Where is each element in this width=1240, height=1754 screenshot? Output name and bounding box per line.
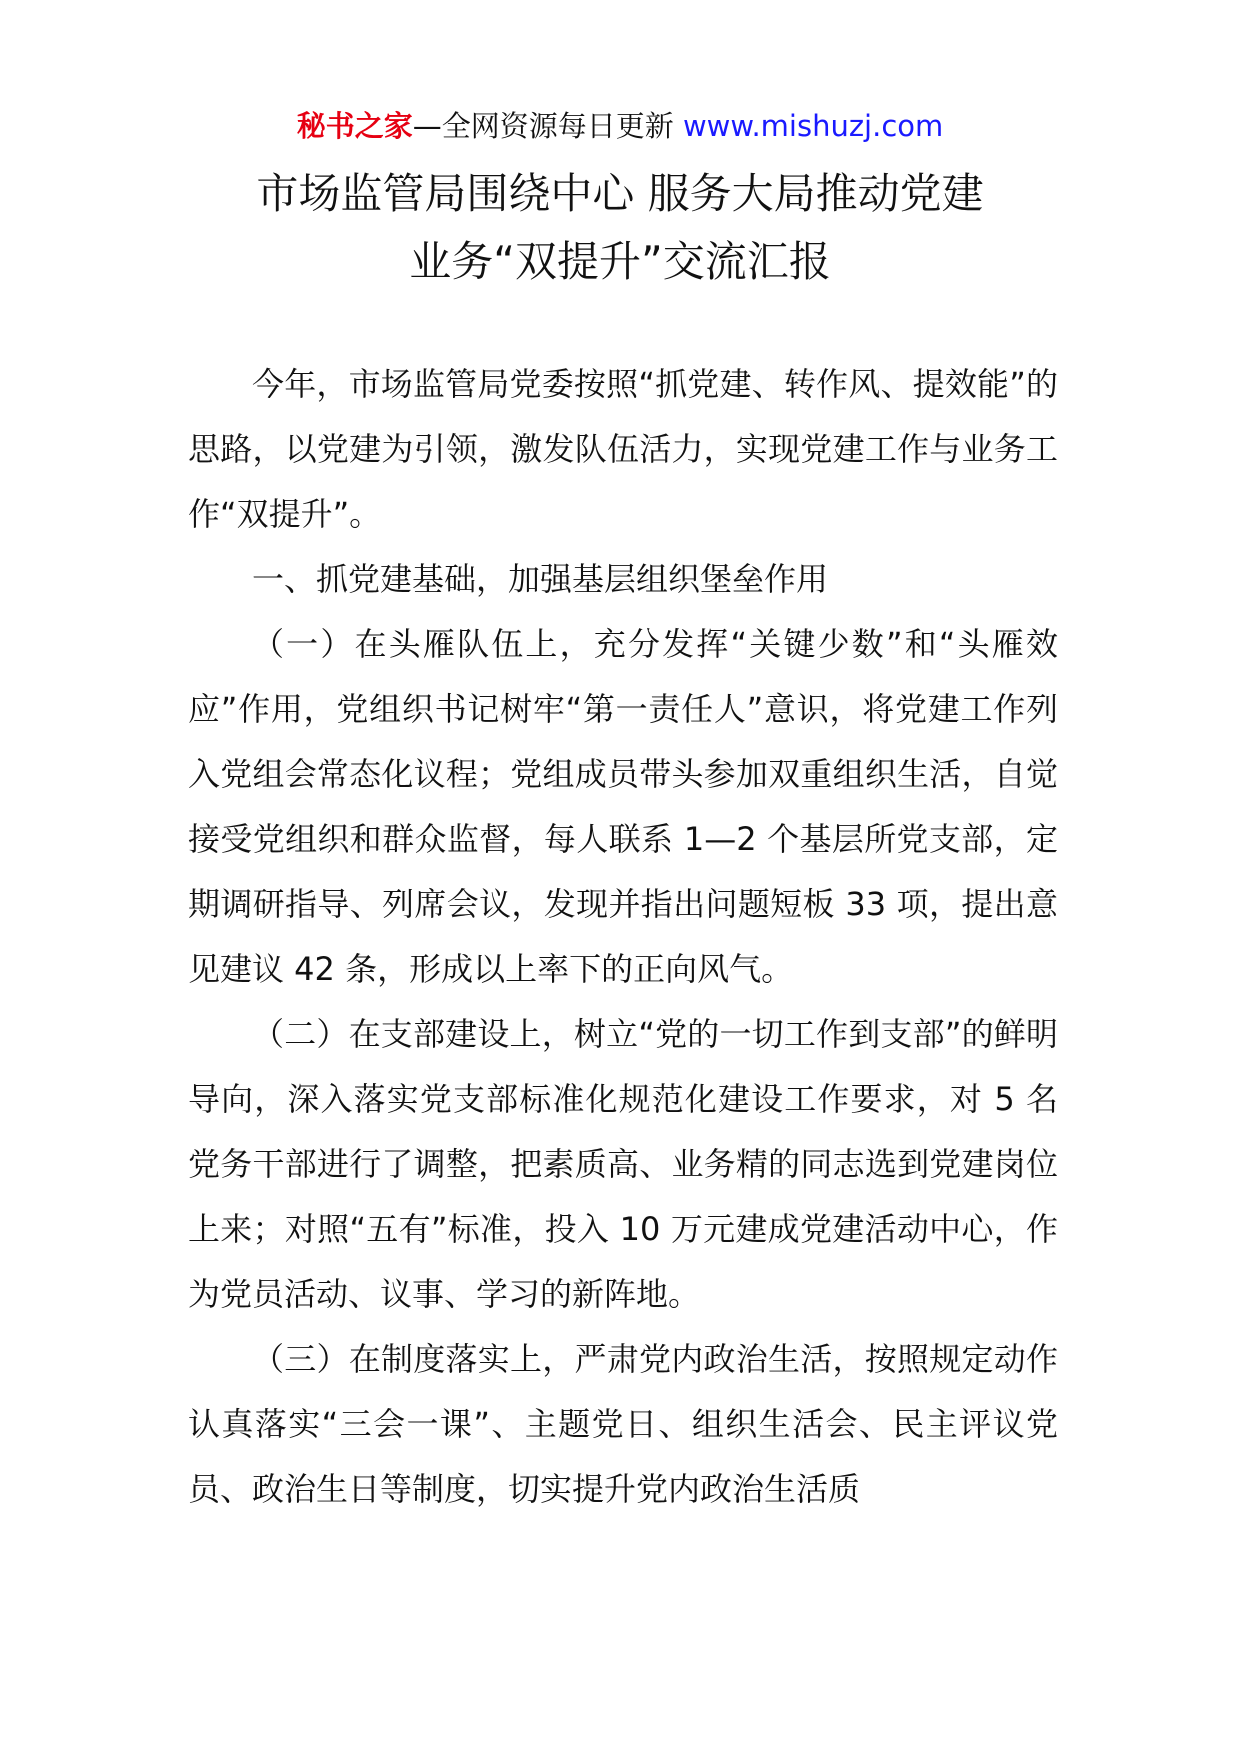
header-tagline: —全网资源每日更新	[412, 109, 683, 143]
intro-paragraph: 今年，市场监管局党委按照“抓党建、转作风、提效能”的思路，以党建为引领，激发队伍活力，实现党建工作与业务工作“双提升”。	[188, 365, 1058, 533]
document-title	[0, 160, 1240, 296]
site-header	[0, 104, 1240, 148]
title-line-1: 市场监管局围绕中心 服务大局推动党建	[256, 169, 984, 218]
site-url-link[interactable]: www.mishuzj.com	[682, 109, 944, 143]
brand-name: 秘书之家	[296, 109, 413, 143]
paragraph-3: （三）在制度落实上，严肃党内政治生活，按照规定动作认真落实“三会一课”、主题党日、组织生活会、民主评议党员、政治生日等制度，切实提升党内政治生活质	[188, 1340, 1058, 1508]
paragraph-1: （一）在头雁队伍上，充分发挥“关键少数”和“头雁效应”作用，党组织书记树牢“第一责任人”意识，将党建工作列入党组会常态化议程；党组成员带头参加双重组织生活，自觉接受党组织和群众监督，每人联系 1—2 个基层所党支部，定期调研指导、列席会议，发现并指出问题短板 33 项，提出意见建议 42 条，形成以上率下的正向风气。	[188, 625, 1058, 988]
section-heading-1: 一、抓党建基础，加强基层组织堡垒作用	[252, 560, 829, 598]
document-body	[188, 352, 1058, 1522]
title-line-2: 业务“双提升”交流汇报	[409, 237, 831, 286]
paragraph-2: （二）在支部建设上，树立“党的一切工作到支部”的鲜明导向，深入落实党支部标准化规范化建设工作要求，对 5 名党务干部进行了调整，把素质高、业务精的同志选到党建岗位上来；对照“五有”标准，投入 10 万元建成党建活动中心，作为党员活动、议事、学习的新阵地。	[188, 1015, 1058, 1313]
